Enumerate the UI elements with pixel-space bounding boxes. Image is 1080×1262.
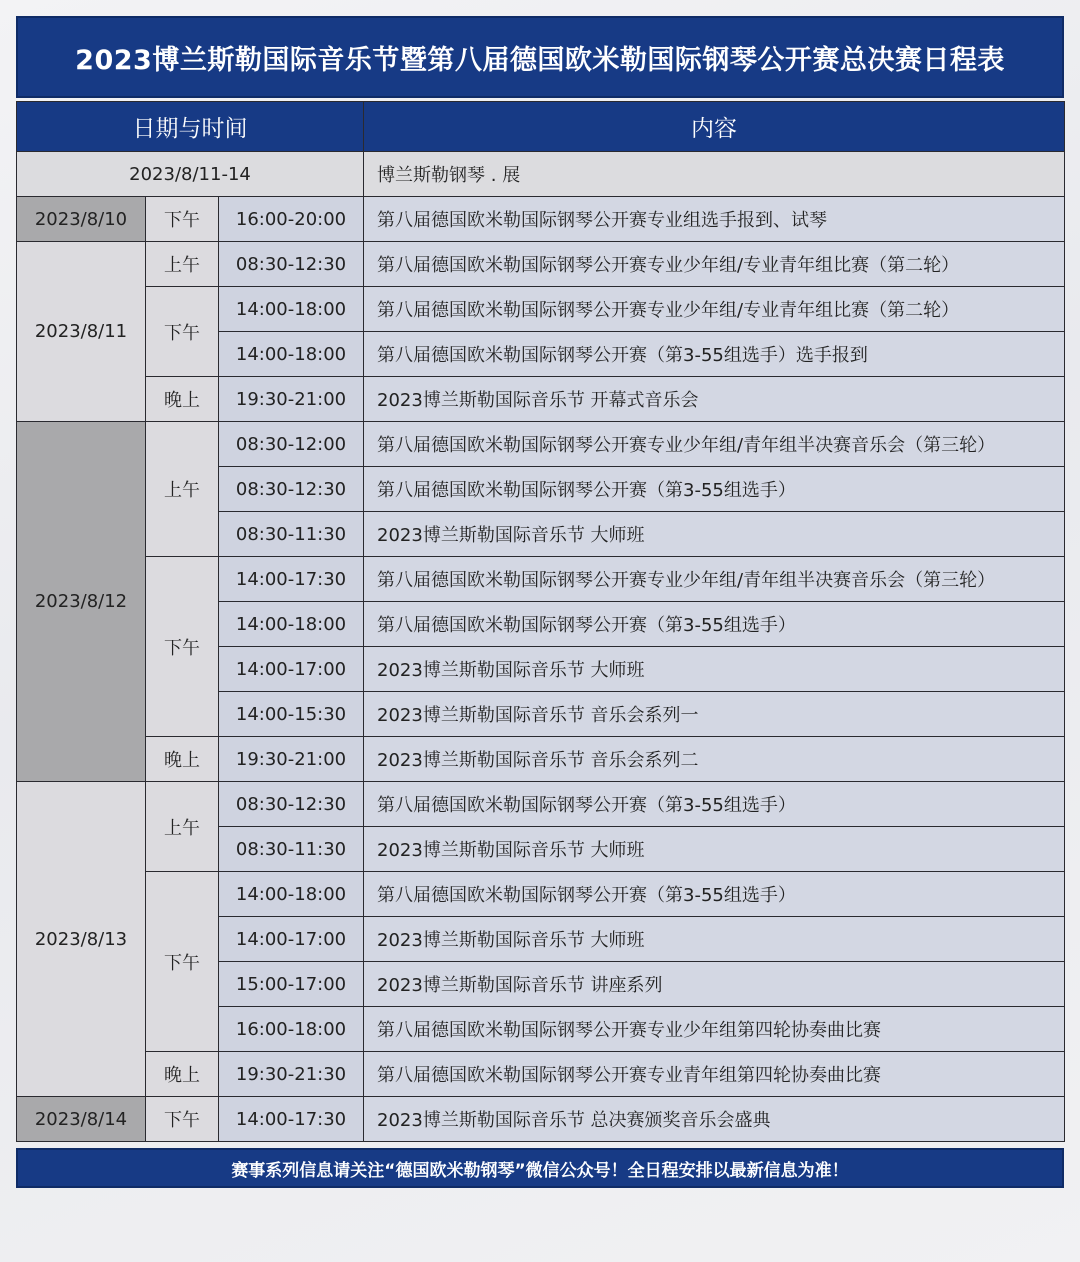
table-row	[17, 287, 1065, 332]
table-row	[17, 782, 1065, 827]
table-row	[17, 197, 1065, 242]
content-cell: 2023博兰斯勒国际音乐节 讲座系列	[364, 962, 1065, 1007]
period-cell: 下午	[146, 557, 219, 737]
time-cell: 14:00-15:30	[219, 692, 364, 737]
period-cell: 上午	[146, 242, 219, 287]
time-cell: 14:00-17:30	[219, 1097, 364, 1142]
schedule-frame	[16, 16, 1064, 1188]
table-row	[17, 242, 1065, 287]
time-cell: 08:30-11:30	[219, 827, 364, 872]
footer-notice: 赛事系列信息请关注“德国欧米勒钢琴”微信公众号！全日程安排以最新信息为准！	[16, 1148, 1064, 1188]
schedule-body	[17, 152, 1065, 1142]
content-cell: 2023博兰斯勒国际音乐节 音乐会系列二	[364, 737, 1065, 782]
content-cell: 2023博兰斯勒国际音乐节 音乐会系列一	[364, 692, 1065, 737]
exhibition-dates: 2023/8/11-14	[17, 152, 364, 197]
period-cell: 下午	[146, 872, 219, 1052]
content-cell: 第八届德国欧米勒国际钢琴公开赛（第3-55组选手）	[364, 467, 1065, 512]
time-cell: 19:30-21:30	[219, 1052, 364, 1097]
content-cell: 2023博兰斯勒国际音乐节 大师班	[364, 917, 1065, 962]
time-cell: 08:30-12:30	[219, 782, 364, 827]
date-cell: 2023/8/12	[17, 422, 146, 782]
time-cell: 08:30-12:30	[219, 467, 364, 512]
content-cell: 2023博兰斯勒国际音乐节 大师班	[364, 512, 1065, 557]
period-cell: 晚上	[146, 377, 219, 422]
time-cell: 16:00-20:00	[219, 197, 364, 242]
period-cell: 下午	[146, 197, 219, 242]
date-cell: 2023/8/11	[17, 242, 146, 422]
table-header-row	[17, 102, 1065, 152]
time-cell: 14:00-18:00	[219, 332, 364, 377]
table-row	[17, 557, 1065, 602]
period-cell: 晚上	[146, 737, 219, 782]
date-cell: 2023/8/14	[17, 1097, 146, 1142]
table-row	[17, 737, 1065, 782]
time-cell: 08:30-12:30	[219, 242, 364, 287]
time-cell: 14:00-18:00	[219, 287, 364, 332]
content-cell: 第八届德国欧米勒国际钢琴公开赛（第3-55组选手）选手报到	[364, 332, 1065, 377]
table-row	[17, 1052, 1065, 1097]
exhibition-row	[17, 152, 1065, 197]
table-row	[17, 377, 1065, 422]
content-cell: 2023博兰斯勒国际音乐节 总决赛颁奖音乐会盛典	[364, 1097, 1065, 1142]
content-cell: 2023博兰斯勒国际音乐节 大师班	[364, 827, 1065, 872]
table-row	[17, 872, 1065, 917]
content-cell: 第八届德国欧米勒国际钢琴公开赛（第3-55组选手）	[364, 602, 1065, 647]
time-cell: 15:00-17:00	[219, 962, 364, 1007]
period-cell: 晚上	[146, 1052, 219, 1097]
time-cell: 14:00-17:00	[219, 647, 364, 692]
time-cell: 08:30-11:30	[219, 512, 364, 557]
content-cell: 第八届德国欧米勒国际钢琴公开赛专业少年组第四轮协奏曲比赛	[364, 1007, 1065, 1052]
header-content: 内容	[364, 102, 1065, 152]
time-cell: 19:30-21:00	[219, 377, 364, 422]
content-cell: 2023博兰斯勒国际音乐节 大师班	[364, 647, 1065, 692]
content-cell: 第八届德国欧米勒国际钢琴公开赛专业组选手报到、试琴	[364, 197, 1065, 242]
time-cell: 14:00-17:00	[219, 917, 364, 962]
table-row	[17, 1097, 1065, 1142]
table-row	[17, 422, 1065, 467]
time-cell: 14:00-18:00	[219, 602, 364, 647]
time-cell: 14:00-18:00	[219, 872, 364, 917]
schedule-table	[16, 101, 1065, 1142]
time-cell: 14:00-17:30	[219, 557, 364, 602]
header-date-time: 日期与时间	[17, 102, 364, 152]
date-cell: 2023/8/13	[17, 782, 146, 1097]
period-cell: 下午	[146, 1097, 219, 1142]
content-cell: 2023博兰斯勒国际音乐节 开幕式音乐会	[364, 377, 1065, 422]
date-cell: 2023/8/10	[17, 197, 146, 242]
content-cell: 第八届德国欧米勒国际钢琴公开赛（第3-55组选手）	[364, 782, 1065, 827]
time-cell: 16:00-18:00	[219, 1007, 364, 1052]
page-title: 2023博兰斯勒国际音乐节暨第八届德国欧米勒国际钢琴公开赛总决赛日程表	[16, 16, 1064, 98]
exhibition-content: 博兰斯勒钢琴 . 展	[364, 152, 1065, 197]
content-cell: 第八届德国欧米勒国际钢琴公开赛专业少年组/青年组半决赛音乐会（第三轮）	[364, 422, 1065, 467]
content-cell: 第八届德国欧米勒国际钢琴公开赛专业少年组/青年组半决赛音乐会（第三轮）	[364, 557, 1065, 602]
content-cell: 第八届德国欧米勒国际钢琴公开赛专业青年组第四轮协奏曲比赛	[364, 1052, 1065, 1097]
content-cell: 第八届德国欧米勒国际钢琴公开赛专业少年组/专业青年组比赛（第二轮）	[364, 287, 1065, 332]
content-cell: 第八届德国欧米勒国际钢琴公开赛（第3-55组选手）	[364, 872, 1065, 917]
period-cell: 上午	[146, 422, 219, 557]
content-cell: 第八届德国欧米勒国际钢琴公开赛专业少年组/专业青年组比赛（第二轮）	[364, 242, 1065, 287]
time-cell: 19:30-21:00	[219, 737, 364, 782]
time-cell: 08:30-12:00	[219, 422, 364, 467]
period-cell: 下午	[146, 287, 219, 377]
period-cell: 上午	[146, 782, 219, 872]
